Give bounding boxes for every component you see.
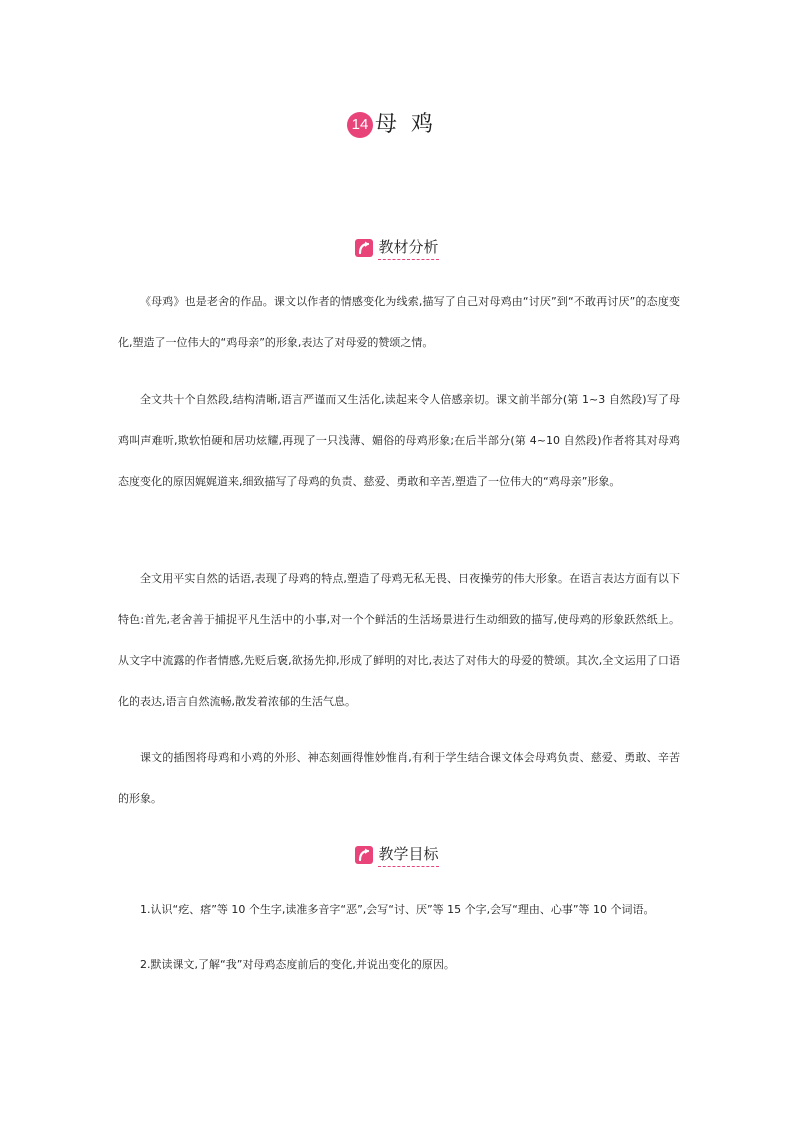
section-label-analysis: 教材分析 (378, 236, 438, 260)
lesson-name: 母鸡 (374, 112, 447, 137)
goal-item-2: 2.默读课文,了解“我”对母鸡态度前后的变化,并说出变化的原因。 (140, 958, 455, 971)
lesson-number-badge: 14 (347, 112, 373, 138)
analysis-paragraph-1: 《母鸡》也是老舍的作品。课文以作者的情感变化为线索,描写了自己对母鸡由“讨厌”到“不敢再讨厌”的态度变化,塑造了一位伟大的“鸡母亲”的形象,表达了对母爱的赞颂之情。 (118, 295, 680, 349)
lesson-title (0, 110, 794, 140)
analysis-paragraph-3: 全文用平实自然的话语,表现了母鸡的特点,塑造了母鸡无私无畏、日夜操劳的伟大形象。在语言表达方面有以下特色:首先,老舍善于捕捉平凡生活中的小事,对一个个鲜活的生活场景进行生动细致的描写,使母鸡的形象跃然纸上。从文字中流露的作者情感,先贬后褒,欲扬先抑,形成了鲜明的对比,表达了对伟大的母爱的赞颂。其次,全文运用了口语化的表达,语言自然流畅,散发着浓郁的生活气息。 (118, 572, 680, 708)
section-label-goals: 教学目标 (378, 843, 438, 867)
analysis-paragraph-2: 全文共十个自然段,结构清晰,语言严谨而又生活化,读起来令人倍感亲切。课文前半部分(第 1~3 自然段)写了母鸡叫声难听,欺软怕硬和居功炫耀,再现了一只浅薄、媚俗的母鸡形象;在后半部分(第 4~10 自然段)作者将其对母鸡态度变化的原因娓娓道来,细致描写了母鸡的负责、慈爱、勇敢和辛苦,塑造了一位伟大的“鸡母亲”形象。 (118, 393, 680, 488)
section-heading-goals (0, 843, 794, 870)
section-arrow-icon (355, 846, 373, 864)
goal-item-1: 1.认识“疙、瘩”等 10 个生字,读准多音字“恶”,会写“讨、厌”等 15 个字,会写“理由、心事”等 10 个词语。 (140, 903, 655, 916)
analysis-paragraph-4: 课文的插图将母鸡和小鸡的外形、神态刻画得惟妙惟肖,有利于学生结合课文体会母鸡负责、慈爱、勇敢、辛苦的形象。 (118, 751, 680, 805)
section-arrow-icon (355, 239, 373, 257)
section-heading-analysis (0, 236, 794, 263)
